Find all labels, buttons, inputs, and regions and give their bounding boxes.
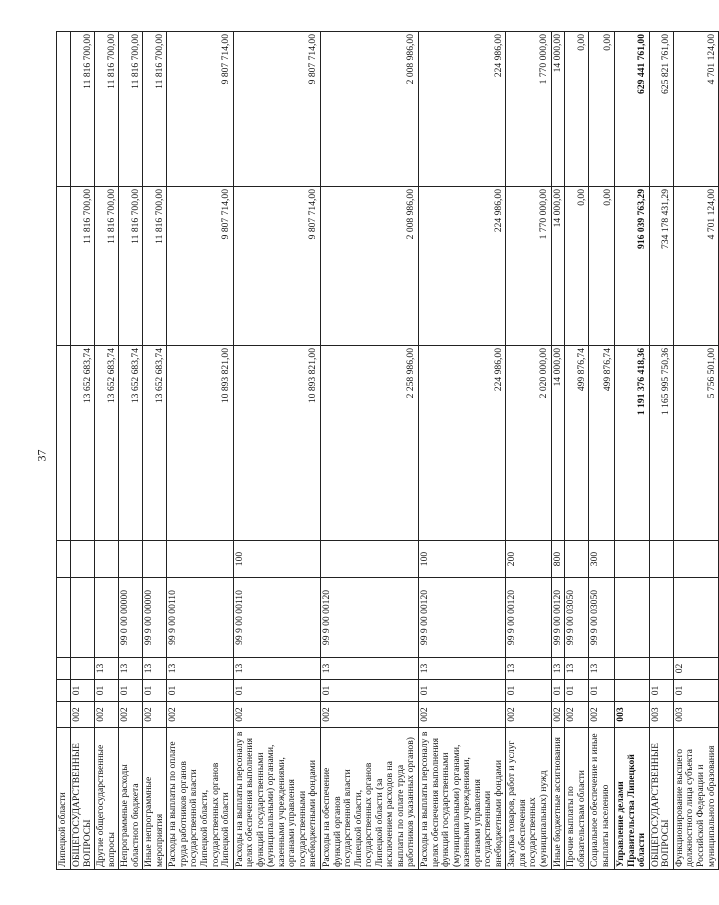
budget-table (56, 31, 719, 870)
cell-subsection: 13 (119, 658, 143, 680)
cell-amount-2024 (57, 346, 71, 541)
cell-section: 01 (119, 680, 143, 702)
cell-expense-type (119, 541, 143, 578)
cell-amount-2026: 9 807 714,00 (167, 32, 233, 187)
cell-name: Управление делами Правительства Липецкой области (615, 728, 650, 870)
cell-section: 01 (673, 680, 718, 702)
cell-amount-2026: 1 770 000,00 (506, 32, 551, 187)
table-body (57, 32, 719, 870)
cell-amount-2024: 10 893 821,00 (233, 346, 320, 541)
cell-expense-type (167, 541, 233, 578)
cell-ministry: 003 (649, 702, 673, 728)
cell-ministry: 002 (565, 702, 589, 728)
cell-target-article (71, 578, 95, 658)
cell-subsection: 13 (418, 658, 505, 680)
cell-section: 01 (233, 680, 320, 702)
cell-section: 01 (649, 680, 673, 702)
cell-amount-2024: 2 258 986,00 (321, 346, 419, 541)
cell-amount-2024: 224 986,00 (418, 346, 505, 541)
cell-subsection (71, 658, 95, 680)
cell-amount-2024: 13 652 683,74 (71, 346, 95, 541)
cell-amount-2026: 11 816 700,00 (143, 32, 167, 187)
cell-amount-2024: 5 756 501,00 (673, 346, 718, 541)
table-row (143, 32, 167, 870)
cell-target-article (673, 578, 718, 658)
cell-amount-2024: 10 893 821,00 (167, 346, 233, 541)
table-row (649, 32, 673, 870)
cell-ministry: 002 (95, 702, 119, 728)
cell-name: Иные непрограммные мероприятия (143, 728, 167, 870)
cell-subsection: 13 (321, 658, 419, 680)
cell-amount-2025: 9 807 714,00 (167, 187, 233, 346)
cell-amount-2026: 11 816 700,00 (119, 32, 143, 187)
cell-amount-2025: 11 816 700,00 (119, 187, 143, 346)
cell-amount-2025: 2 008 986,00 (321, 187, 419, 346)
cell-expense-type (71, 541, 95, 578)
cell-name: Расходы на выплаты персоналу в целях обеспечения выполнения функций государственными (муниципальными) органами, казенными учреждениями, органами управления государственными внебюджетными фондами (233, 728, 320, 870)
table-row (506, 32, 551, 870)
cell-subsection: 02 (673, 658, 718, 680)
cell-amount-2025: 11 816 700,00 (95, 187, 119, 346)
cell-ministry: 003 (673, 702, 718, 728)
cell-name: Прочие выплаты по обязательствам области (565, 728, 589, 870)
table-row (589, 32, 615, 870)
table-row (551, 32, 565, 870)
cell-name: Расходы на выплаты по оплате труда работников органов государственной власти Липецкой области, государственных органов Липецкой области (167, 728, 233, 870)
cell-subsection: 13 (551, 658, 565, 680)
cell-amount-2025: 916 039 763,29 (615, 187, 650, 346)
cell-section: 01 (565, 680, 589, 702)
cell-expense-type (321, 541, 419, 578)
cell-section: 01 (167, 680, 233, 702)
cell-amount-2024: 2 020 000,00 (506, 346, 551, 541)
table-row (167, 32, 233, 870)
cell-subsection (649, 658, 673, 680)
cell-subsection: 13 (506, 658, 551, 680)
cell-subsection: 13 (95, 658, 119, 680)
cell-ministry: 002 (551, 702, 565, 728)
cell-amount-2024: 13 652 683,74 (143, 346, 167, 541)
cell-amount-2026: 4 701 124,00 (673, 32, 718, 187)
cell-section: 01 (551, 680, 565, 702)
cell-target-article: 99 9 00 00120 (506, 578, 551, 658)
cell-expense-type: 300 (589, 541, 615, 578)
rotated-page (56, 32, 717, 870)
cell-section (57, 680, 71, 702)
cell-name: Иные бюджетные ассигнования (551, 728, 565, 870)
cell-name: Непрограммные расходы областного бюджета (119, 728, 143, 870)
page-number: 37 (34, 449, 49, 462)
cell-amount-2026: 2 008 986,00 (321, 32, 419, 187)
cell-expense-type (143, 541, 167, 578)
cell-amount-2026: 11 816 700,00 (71, 32, 95, 187)
cell-amount-2025: 9 807 714,00 (233, 187, 320, 346)
cell-target-article (615, 578, 650, 658)
table-row (565, 32, 589, 870)
cell-amount-2024: 499 876,74 (589, 346, 615, 541)
cell-name: Расходы на выплаты персоналу в целях обеспечения выполнения функций государственными (муниципальными) органами, казенными учреждениями, органами управления государственными внебюджетными фондами (418, 728, 505, 870)
cell-amount-2025: 0,00 (589, 187, 615, 346)
table-row (233, 32, 320, 870)
cell-amount-2024: 13 652 683,74 (119, 346, 143, 541)
cell-expense-type (565, 541, 589, 578)
cell-ministry: 002 (143, 702, 167, 728)
cell-amount-2024: 1 165 995 750,36 (649, 346, 673, 541)
cell-amount-2026: 14 000,00 (551, 32, 565, 187)
cell-expense-type (95, 541, 119, 578)
cell-ministry: 002 (167, 702, 233, 728)
cell-subsection (615, 658, 650, 680)
cell-target-article: 99 0 00 00000 (119, 578, 143, 658)
cell-subsection: 13 (167, 658, 233, 680)
cell-name: Закупка товаров, работ и услуг для обеспечения государственных (муниципальных) нужд (506, 728, 551, 870)
cell-target-article: 99 9 00 00120 (551, 578, 565, 658)
cell-amount-2025: 14 000,00 (551, 187, 565, 346)
table-row (95, 32, 119, 870)
cell-amount-2025: 0,00 (565, 187, 589, 346)
cell-target-article: 99 9 00 00120 (321, 578, 419, 658)
cell-amount-2026: 0,00 (565, 32, 589, 187)
cell-ministry: 003 (615, 702, 650, 728)
cell-name: Социальное обеспечение и иные выплаты населению (589, 728, 615, 870)
cell-amount-2026: 0,00 (589, 32, 615, 187)
cell-name: Функционирование высшего должностного лица субъекта Российской Федерации и муниципального образования (673, 728, 718, 870)
table-row (615, 32, 650, 870)
cell-ministry: 002 (119, 702, 143, 728)
cell-amount-2026: 625 821 761,00 (649, 32, 673, 187)
cell-section: 01 (589, 680, 615, 702)
cell-target-article: 99 9 00 03050 (589, 578, 615, 658)
cell-section (615, 680, 650, 702)
cell-expense-type (673, 541, 718, 578)
cell-target-article: 99 9 00 00110 (167, 578, 233, 658)
cell-amount-2026 (57, 32, 71, 187)
cell-expense-type (57, 541, 71, 578)
cell-name: ОБЩЕГОСУДАРСТВЕННЫЕ ВОПРОСЫ (71, 728, 95, 870)
cell-amount-2025: 11 816 700,00 (143, 187, 167, 346)
cell-amount-2025: 224 986,00 (418, 187, 505, 346)
cell-expense-type: 800 (551, 541, 565, 578)
cell-name: Липецкой области (57, 728, 71, 870)
cell-ministry: 002 (418, 702, 505, 728)
cell-ministry: 002 (71, 702, 95, 728)
cell-amount-2025: 11 816 700,00 (71, 187, 95, 346)
cell-expense-type: 100 (233, 541, 320, 578)
cell-ministry: 002 (321, 702, 419, 728)
cell-section: 01 (95, 680, 119, 702)
table-row (418, 32, 505, 870)
cell-expense-type: 200 (506, 541, 551, 578)
cell-ministry: 002 (506, 702, 551, 728)
cell-amount-2025: 734 178 431,29 (649, 187, 673, 346)
cell-name: Другие общегосударственные вопросы (95, 728, 119, 870)
cell-amount-2024: 13 652 683,74 (95, 346, 119, 541)
cell-amount-2026: 629 441 761,00 (615, 32, 650, 187)
cell-ministry (57, 702, 71, 728)
cell-target-article: 99 9 00 03050 (565, 578, 589, 658)
cell-amount-2026: 11 816 700,00 (95, 32, 119, 187)
cell-section: 01 (506, 680, 551, 702)
cell-target-article: 99 9 00 00110 (233, 578, 320, 658)
cell-amount-2024: 14 000,00 (551, 346, 565, 541)
cell-section: 01 (143, 680, 167, 702)
cell-target-article (95, 578, 119, 658)
cell-amount-2025: 1 770 000,00 (506, 187, 551, 346)
cell-ministry: 002 (233, 702, 320, 728)
cell-name: ОБЩЕГОСУДАРСТВЕННЫЕ ВОПРОСЫ (649, 728, 673, 870)
cell-target-article (57, 578, 71, 658)
cell-ministry: 002 (589, 702, 615, 728)
cell-subsection: 13 (233, 658, 320, 680)
cell-subsection: 13 (589, 658, 615, 680)
cell-target-article: 99 9 00 00120 (418, 578, 505, 658)
cell-expense-type (615, 541, 650, 578)
table-row (71, 32, 95, 870)
cell-expense-type: 100 (418, 541, 505, 578)
cell-amount-2025 (57, 187, 71, 346)
cell-amount-2026: 9 807 714,00 (233, 32, 320, 187)
cell-subsection (57, 658, 71, 680)
cell-section: 01 (321, 680, 419, 702)
table-row (321, 32, 419, 870)
cell-target-article: 99 9 00 00000 (143, 578, 167, 658)
cell-section: 01 (418, 680, 505, 702)
cell-subsection: 13 (143, 658, 167, 680)
cell-expense-type (649, 541, 673, 578)
cell-amount-2025: 4 701 124,00 (673, 187, 718, 346)
table-row (119, 32, 143, 870)
cell-amount-2024: 1 191 376 418,36 (615, 346, 650, 541)
cell-section: 01 (71, 680, 95, 702)
cell-amount-2024: 499 876,74 (565, 346, 589, 541)
cell-target-article (649, 578, 673, 658)
cell-subsection: 13 (565, 658, 589, 680)
table-row (57, 32, 71, 870)
table-row (673, 32, 718, 870)
cell-amount-2026: 224 986,00 (418, 32, 505, 187)
cell-name: Расходы на обеспечение функций органов государственной власти Липецкой области, государственных органов Липецкой области (за исключением расходов на выплаты по оплате труда работников указанных органов) (321, 728, 419, 870)
